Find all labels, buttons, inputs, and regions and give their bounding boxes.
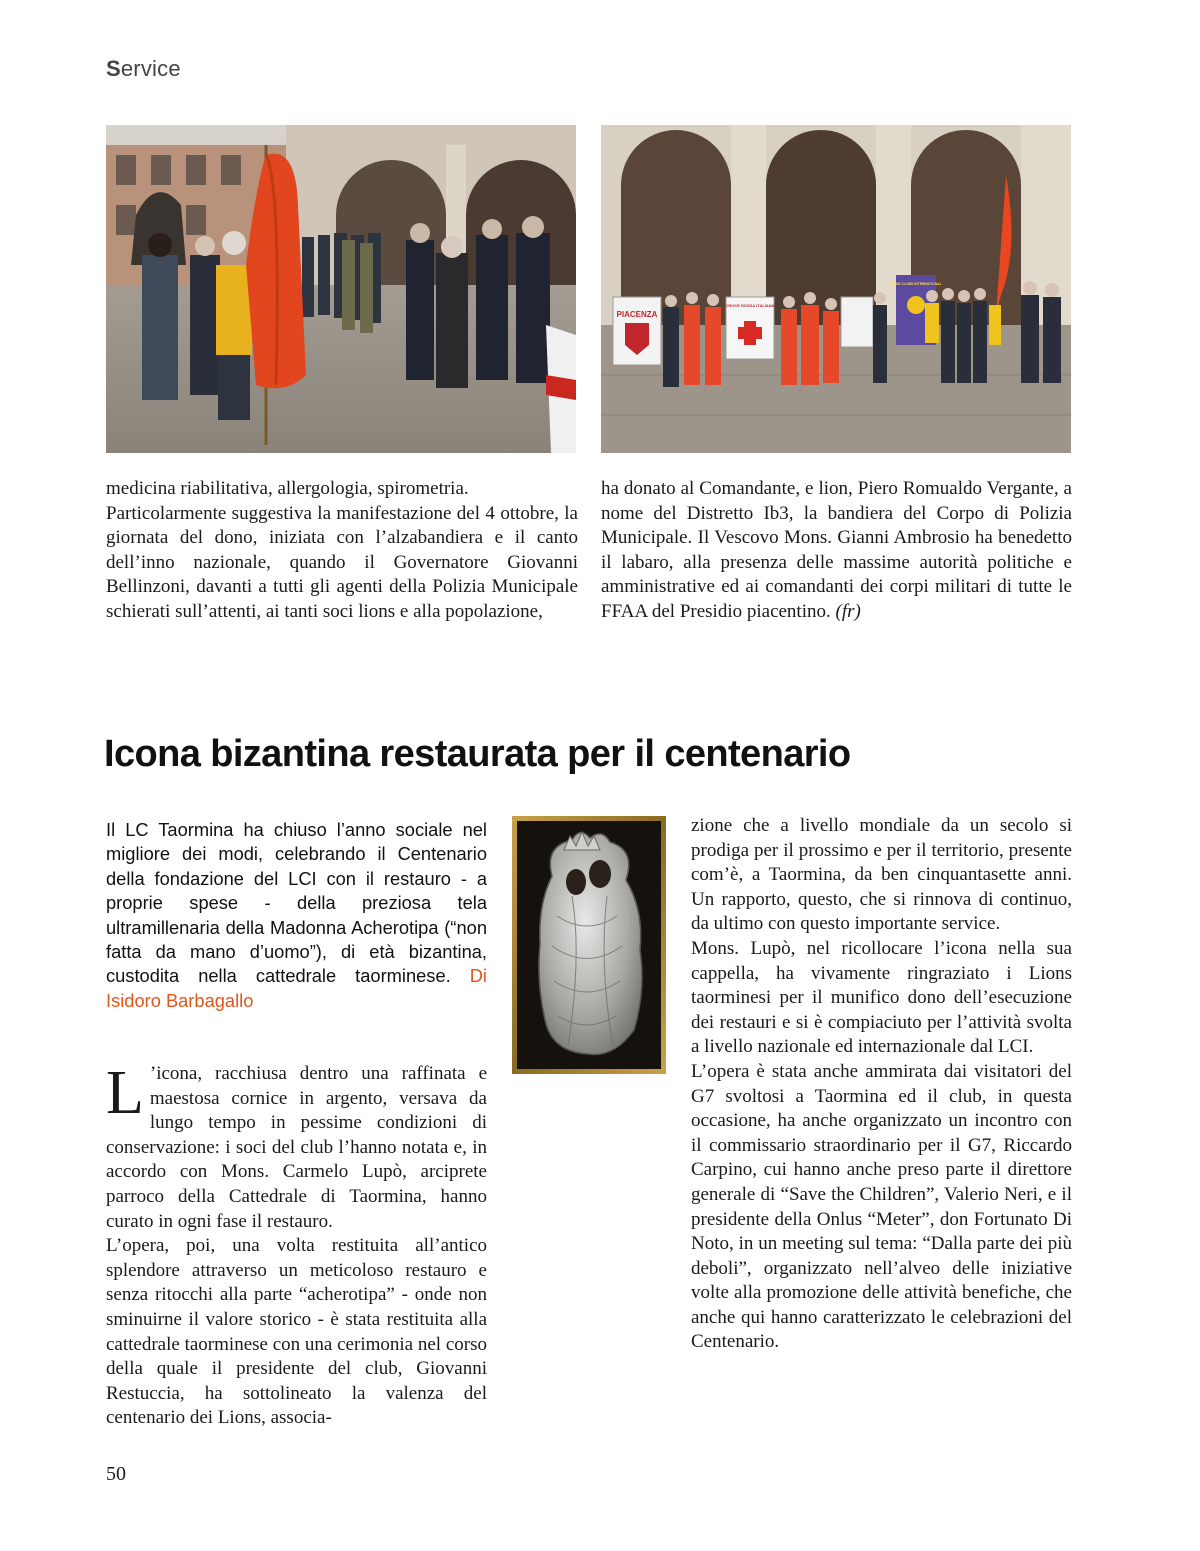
drop-cap: L xyxy=(106,1059,144,1127)
article-headline: Icona bizantina restaurata per il centenario xyxy=(104,733,851,775)
section-label: Service xyxy=(106,56,181,81)
paragraph: ha donato al Comandante, e lion, Piero Romualdo Vergante, a nome del Distretto Ib3, la bandiera del Corpo di Polizia Municipale. Il Vescovo Mons. Gianni Ambrosio ha benedetto il labaro, alla presenza delle massime autorità politiche e amministrative ed ai comandanti dei corpi militari di tutte le FFAA del Presidio piacentino. (fr) xyxy=(601,478,1072,622)
top-article-right-column xyxy=(601,477,1072,625)
piacenza-banner-text: PIACENZA xyxy=(616,310,658,319)
photo-flag-ceremony xyxy=(106,125,576,453)
bottom-article-left-column xyxy=(106,1059,487,1431)
page-number: 50 xyxy=(106,1463,126,1485)
byline: Di Isidoro Barbagallo xyxy=(106,965,487,1011)
paragraph: Mons. Lupò, nel ricollocare l’icona nella sua cappella, ha vivamente ringraziato i Lions taorminesi per il munifico dono dell’esecuzione dei restauri e si è compiaciuto per l’attività svolta a livello nazionale ed internazionale dal LCI. xyxy=(691,937,1072,1058)
red-cross-banner-text: CROCE ROSSA ITALIANA xyxy=(725,303,775,308)
paragraph: medicina riabilitativa, allergologia, spirometria. xyxy=(106,478,469,499)
lions-banner-text: LIONS CLUBS INTERNATIONAL xyxy=(890,282,942,286)
paragraph: L’opera, poi, una volta restituita all’antico splendore attraverso un meticoloso restauro e senza ritocchi alla parte “acherotipa” - onde non sminuirne il valore storico - è stata restituita alla cattedrale taorminese con una cerimonia nel corso della quale il presidente del club, Giovanni Restuccia, ha sottolineato la valenza del centenario dei Lions, associa- xyxy=(106,1235,487,1429)
paragraph: L’opera è stata anche ammirata dai visitatori del G7 svoltosi a Taormina ed il club, in questa occasione, ha anche organizzato un incontro con il commissario straordinario per il G7, Riccardo Carpino, cui hanno anche preso parte il direttore generale di “Save the Children”, Valerio Neri, e il presidente della Onlus “Meter”, don Fortunato Di Noto, in un meeting sul tema: “Dalla parte dei più deboli”, organizzato nell’alveo delle iniziative volte alla promozione delle attività benefiche, che anche qui hanno caratterizzato le celebrazioni del Centenario. xyxy=(691,1060,1072,1353)
paragraph: zione che a livello mondiale da un secolo si prodiga per il prossimo e per il territorio, presente com’è, a Taormina, da ben cinquantasette anni. Un rapporto, questo, che si rinnova di continuo, da ultimo con questo importante service. xyxy=(691,815,1072,935)
photo-banners-group xyxy=(601,125,1071,453)
article-lead: Il LC Taormina ha chiuso l’anno sociale nel migliore dei modi, celebrando il Centenario della fondazione del LCI con il restauro - a proprie spese - della preziosa tela ultramillenaria della Madonna Acherotipa (“non fatta da mano d’uomo”), di età bizantina, custodita nella cattedrale taorminese. Di Isidoro Barbagallo xyxy=(106,819,487,1011)
icon-madonna-image xyxy=(512,816,666,1074)
bottom-article-right-column xyxy=(691,814,1072,1355)
paragraph: Particolarmente suggestiva la manifestazione del 4 ottobre, la giornata del dono, iniziata con l’alzabandiera e il canto dell’inno nazionale, quando il Governatore Giovanni Bellinzoni, davanti a tutti gli agenti della Polizia Municipale schierati sull’attenti, ai tanti soci lions e alla popolazione, xyxy=(106,502,578,622)
author-signature: (fr) xyxy=(835,600,861,622)
paragraph: L ’icona, racchiusa dentro una raffinata e maestosa cornice in argento, versava da lungo tempo in pessime condizioni di conservazione: i soci del club l’hanno notata e, in accordo con Mons. Carmelo Lupò, arciprete parroco della Cattedrale di Taormina, hanno curato in ogni fase il restauro. xyxy=(106,1059,487,1232)
top-article-left-column xyxy=(106,477,578,625)
